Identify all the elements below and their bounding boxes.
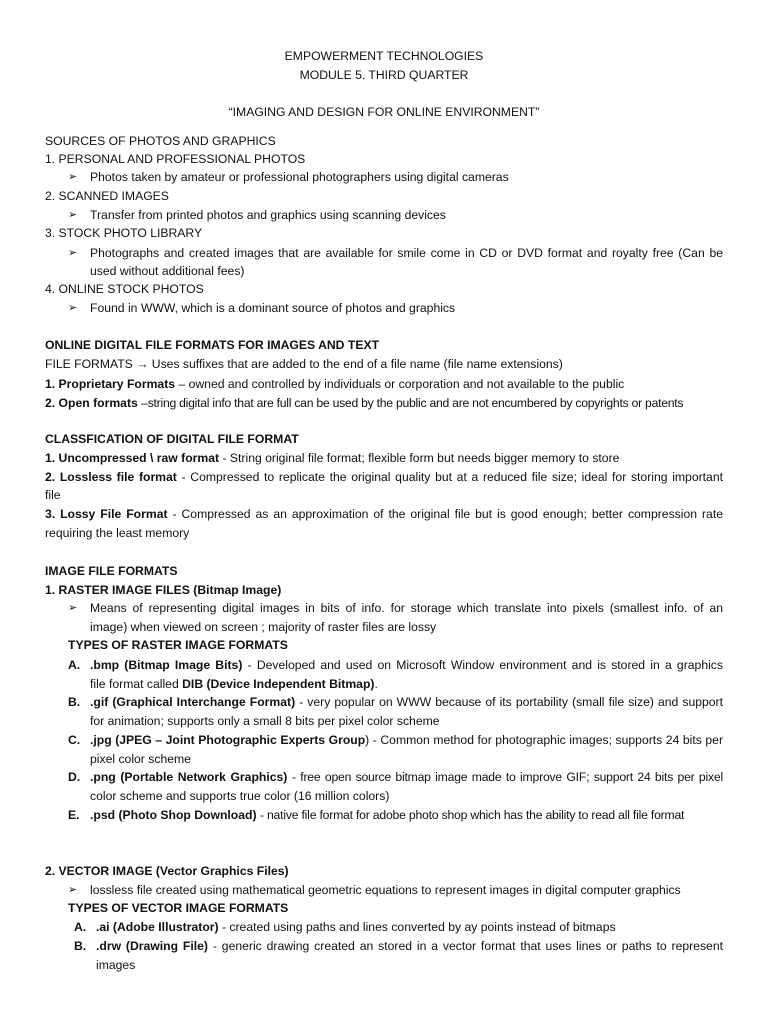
- arrow-bullet-icon: ➢: [68, 884, 78, 896]
- source-bullet-2: Transfer from printed photos and graphics using scanning devices: [90, 208, 446, 222]
- uncompressed-line: [45, 449, 619, 467]
- file-formats-text: Uses suffixes that are added to the end of a file name (file name extensions): [151, 357, 563, 371]
- vector-type-name: .drw (Drawing File): [96, 939, 208, 953]
- vector-type-drw-cont: images: [96, 958, 136, 972]
- raster-type-cont-end: .: [374, 677, 378, 691]
- document-subtitle: “IMAGING AND DESIGN FOR ONLINE ENVIRONMENT”: [228, 105, 540, 119]
- list-letter: A.: [68, 658, 81, 672]
- source-bullet-1: Photos taken by amateur or professional photographers using digital cameras: [90, 170, 509, 184]
- formats-heading: ONLINE DIGITAL FILE FORMATS FOR IMAGES AND TEXT: [45, 338, 380, 352]
- proprietary-text: – owned and controlled by individuals or corporation and not available to the public: [178, 377, 625, 391]
- arrow-bullet-icon: ➢: [68, 247, 78, 259]
- classification-heading: CLASSFICATION OF DIGITAL FILE FORMAT: [45, 432, 299, 446]
- vector-type-ai: [96, 918, 616, 936]
- raster-type-png-cont: color scheme and supports true color (16 million colors): [90, 789, 390, 803]
- vector-type-text: - created using paths and lines converted by ay points instead of bitmaps: [221, 920, 616, 934]
- list-letter: B.: [74, 939, 87, 953]
- vector-type-name: .ai (Adobe Illustrator): [96, 920, 219, 934]
- lossy-cont: requiring the least memory: [45, 526, 190, 540]
- source-title-3: 3. STOCK PHOTO LIBRARY: [45, 226, 203, 240]
- raster-type-name: .png (Portable Network Graphics): [90, 770, 288, 784]
- right-arrow-icon: →: [136, 357, 149, 371]
- lossy-text: - Compressed as an approximation of the original file but is good enough; better compression rate: [172, 507, 723, 521]
- list-letter: C.: [68, 733, 81, 747]
- source-bullet-3: Photographs and created images that are available for smile come in CD or DVD format and royalty free (Can be: [90, 246, 723, 260]
- raster-type-text: - Developed and used on Microsoft Window environment and is stored in a graphics: [247, 658, 723, 672]
- lossless-cont: file: [45, 488, 61, 502]
- source-bullet-3-cont: used without additional fees): [90, 264, 245, 278]
- raster-type-jpg: [90, 731, 723, 749]
- raster-type-name: .gif (Graphical Interchange Format): [90, 695, 296, 709]
- file-formats-line: [45, 355, 563, 373]
- raster-type-bmp: [90, 656, 723, 674]
- vector-title: 2. VECTOR IMAGE (Vector Graphics Files): [45, 864, 289, 878]
- image-formats-heading: IMAGE FILE FORMATS: [45, 564, 178, 578]
- raster-type-text: - native file format for adobe photo shop which has the ability to read all file format: [259, 808, 685, 822]
- raster-types-heading: TYPES OF RASTER IMAGE FORMATS: [68, 638, 288, 652]
- raster-type-name: .bmp (Bitmap Image Bits): [90, 658, 243, 672]
- source-title-4: 4. ONLINE STOCK PHOTOS: [45, 282, 204, 296]
- arrow-bullet-icon: ➢: [68, 209, 78, 221]
- lossy-label: 3. Lossy File Format: [45, 507, 168, 521]
- vector-bullet: lossless file created using mathematical geometric equations to represent images in digital computer graphics: [90, 883, 681, 897]
- raster-type-bmp-cont: [90, 675, 378, 693]
- list-letter: A.: [74, 920, 87, 934]
- raster-type-jpg-cont: pixel color scheme: [90, 752, 191, 766]
- open-formats-text: –string digital info that are full can be used by the public and are not encumbered by copyrights or patents: [141, 396, 684, 410]
- arrow-bullet-icon: ➢: [68, 171, 78, 183]
- raster-title: 1. RASTER IMAGE FILES (Bitmap Image): [45, 583, 282, 597]
- raster-type-name: .psd (Photo Shop Download): [90, 808, 257, 822]
- proprietary-line: [45, 375, 624, 393]
- vector-type-text: - generic drawing created an stored in a vector format that uses lines or paths to represent: [212, 939, 723, 953]
- lossless-line: [45, 468, 723, 486]
- raster-type-cont-bold: DIB (Device Independent Bitmap): [182, 677, 375, 691]
- list-letter: B.: [68, 695, 81, 709]
- raster-type-psd: [90, 806, 684, 824]
- lossless-text: - Compressed to replicate the original quality but at a reduced file size; ideal for storing important: [181, 470, 723, 484]
- file-formats-label: FILE FORMATS: [45, 357, 133, 371]
- arrow-bullet-icon: ➢: [68, 302, 78, 314]
- module-label: MODULE 5. THIRD QUARTER: [299, 68, 469, 82]
- open-formats-line: [45, 394, 683, 412]
- vector-types-heading: TYPES OF VECTOR IMAGE FORMATS: [68, 901, 289, 915]
- raster-type-text: - free open source bitmap image made to improve GIF; support 24 bits per pixel: [291, 770, 723, 784]
- source-title-2: 2. SCANNED IMAGES: [45, 189, 169, 203]
- source-bullet-4: Found in WWW, which is a dominant source of photos and graphics: [90, 301, 456, 315]
- proprietary-label: 1. Proprietary Formats: [45, 377, 176, 391]
- raster-type-name: .jpg (JPEG – Joint Photographic Experts Group: [90, 733, 366, 747]
- source-title-1: 1. PERSONAL AND PROFESSIONAL PHOTOS: [45, 152, 306, 166]
- vector-type-drw: [96, 937, 723, 955]
- raster-type-text: ) - Common method for photographic images; supports 24 bits per: [365, 733, 724, 747]
- lossy-line: [45, 505, 723, 523]
- uncompressed-label: 1. Uncompressed \ raw format: [45, 451, 220, 465]
- lossless-label: 2. Lossless file format: [45, 470, 177, 484]
- raster-type-png: [90, 768, 723, 786]
- raster-bullet: Means of representing digital images in bits of info. for storage which translate into pixels (smallest info. of an: [90, 601, 723, 615]
- document-title: EMPOWERMENT TECHNOLOGIES: [284, 49, 484, 63]
- raster-type-gif-cont: for animation; supports only a small 8 bits per pixel color scheme: [90, 714, 440, 728]
- raster-type-cont: file format called: [90, 677, 183, 691]
- list-letter: E.: [68, 808, 80, 822]
- raster-type-gif: [90, 693, 723, 711]
- raster-type-text: - very popular on WWW because of its portability (small file size) and support: [299, 695, 724, 709]
- sources-heading: SOURCES OF PHOTOS AND GRAPHICS: [45, 134, 276, 148]
- list-letter: D.: [68, 770, 81, 784]
- open-formats-label: 2. Open formats: [45, 396, 138, 410]
- raster-bullet-cont: image) when viewed on screen ; majority of raster files are lossy: [90, 620, 437, 634]
- uncompressed-text: - String original file format; flexible form but needs bigger memory to store: [222, 451, 620, 465]
- arrow-bullet-icon: ➢: [68, 602, 78, 614]
